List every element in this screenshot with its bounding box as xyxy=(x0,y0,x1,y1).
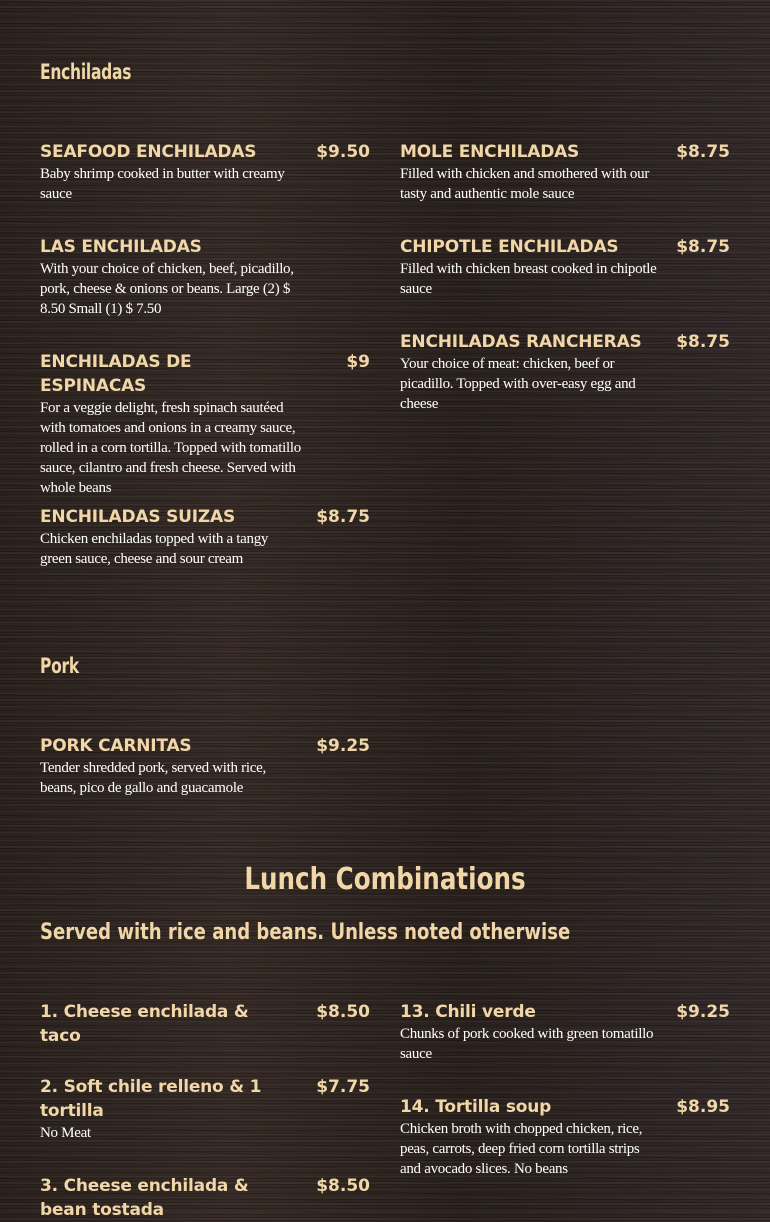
item-description: Baby shrimp cooked in butter with creamy sauce xyxy=(40,166,285,202)
item-description: Chunks of pork cooked with green tomatillo sauce xyxy=(400,1026,654,1062)
menu-item xyxy=(40,1075,370,1143)
item-description: Your choice of meat: chicken, beef or picadillo. Topped with over-easy egg and cheese xyxy=(400,356,636,412)
item-description: Filled with chicken and smothered with our tasty and authentic mole sauce xyxy=(400,166,650,202)
item-price: $8.75 xyxy=(676,142,730,162)
item-name: 1. Cheese enchilada & taco xyxy=(40,1002,249,1046)
item-name: MOLE ENCHILADAS xyxy=(400,142,580,162)
item-name: 14. Tortilla soup xyxy=(400,1097,552,1117)
item-name: 3. Cheese enchilada & bean tostada xyxy=(40,1176,249,1220)
item-description: For a veggie delight, fresh spinach sautéed with tomatoes and onions in a creamy sauce, rolled in a corn tortilla. Topped with tomatillo sauce, cilantro and fresh cheese. Served with whole beans xyxy=(40,400,301,496)
menu-item xyxy=(400,235,730,299)
item-name: CHIPOTLE ENCHILADAS xyxy=(400,237,619,257)
item-name: ENCHILADAS DE ESPINACAS xyxy=(40,352,192,396)
menu-item xyxy=(40,350,370,498)
item-description: Tender shredded pork, served with rice, beans, pico de gallo and guacamole xyxy=(40,760,266,796)
section-subtitle-lunch: Served with rice and beans. Unless noted otherwise xyxy=(40,920,571,945)
item-description: With your choice of chicken, beef, picadillo, pork, cheese & onions or beans. Large (2) $ 8.50 Small (1) $ 7.50 xyxy=(40,261,294,317)
item-description: Chicken enchiladas topped with a tangy green sauce, cheese and sour cream xyxy=(40,531,269,567)
menu-item xyxy=(400,1000,730,1064)
item-price: $9 xyxy=(346,352,370,372)
item-description: Chicken broth with chopped chicken, rice, peas, carrots, deep fried corn tortilla strips and avocado slices. No beans xyxy=(400,1121,643,1177)
menu-item xyxy=(40,1174,370,1222)
item-name: 13. Chili verde xyxy=(400,1002,536,1022)
menu-item xyxy=(40,1000,370,1048)
menu-item xyxy=(40,734,370,798)
item-price: $8.75 xyxy=(676,237,730,257)
menu-item xyxy=(40,140,370,204)
item-name: ENCHILADAS SUIZAS xyxy=(40,507,235,527)
menu-item xyxy=(400,140,730,204)
item-price: $8.75 xyxy=(316,507,370,527)
menu-item xyxy=(400,330,730,414)
item-name: ENCHILADAS RANCHERAS xyxy=(400,332,642,352)
menu-item xyxy=(40,505,370,569)
section-title-enchiladas: Enchiladas xyxy=(40,60,132,84)
item-price: $8.50 xyxy=(316,1176,370,1196)
item-description: No Meat xyxy=(40,1125,91,1141)
item-name: 2. Soft chile relleno & 1 tortilla xyxy=(40,1077,262,1121)
item-price: $8.95 xyxy=(676,1097,730,1117)
menu-item xyxy=(400,1095,730,1179)
item-name: LAS ENCHILADAS xyxy=(40,237,202,257)
item-name: SEAFOOD ENCHILADAS xyxy=(40,142,257,162)
item-name: PORK CARNITAS xyxy=(40,736,192,756)
item-price: $9.25 xyxy=(676,1002,730,1022)
item-price: $9.50 xyxy=(316,142,370,162)
item-price: $9.25 xyxy=(316,736,370,756)
item-description: Filled with chicken breast cooked in chipotle sauce xyxy=(400,261,657,297)
menu-item xyxy=(40,235,370,319)
section-title-lunch: Lunch Combinations xyxy=(244,862,526,897)
item-price: $8.75 xyxy=(676,332,730,352)
section-title-pork: Pork xyxy=(40,654,79,678)
item-price: $7.75 xyxy=(316,1077,370,1097)
item-price: $8.50 xyxy=(316,1002,370,1022)
